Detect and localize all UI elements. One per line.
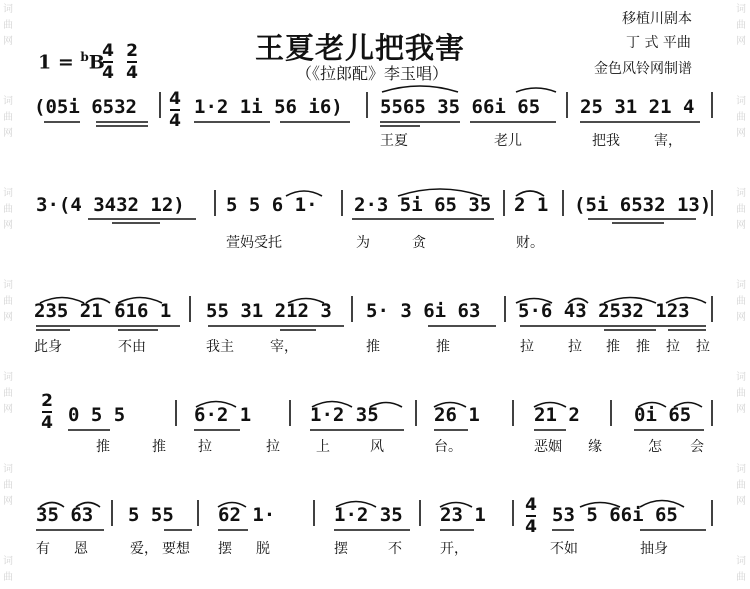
watermark-char: 词 — [3, 372, 13, 383]
notes-line-4-m3: 1·2 35 — [310, 404, 379, 426]
lyric: 宰， — [270, 339, 298, 355]
watermark-char: 词 — [3, 556, 13, 567]
watermark-char: 曲 — [736, 204, 746, 215]
lyric: 上 — [316, 439, 330, 455]
lyric: 风 — [370, 439, 384, 455]
watermark-char: 词 — [3, 188, 13, 199]
watermark-char: 网 — [736, 312, 746, 323]
notes-line-1-m4: 25 31 21 4 — [580, 96, 695, 118]
inline-time-signature — [524, 496, 538, 536]
lyric: 推 — [366, 339, 380, 355]
watermark-char: 词 — [736, 188, 746, 199]
inline-time-signature — [40, 392, 54, 432]
lyric: 推 — [152, 439, 166, 455]
time-top: 4 — [169, 89, 181, 109]
watermark-char: 曲 — [736, 480, 746, 491]
lyric: 开， — [440, 541, 468, 557]
watermark-char: 词 — [736, 372, 746, 383]
watermark-char: 词 — [736, 280, 746, 291]
credit-composer: 丁 式 平曲 — [626, 35, 691, 51]
time-bottom: 4 — [102, 63, 114, 83]
time-top: 4 — [525, 495, 537, 515]
notes-line-5-m5: 23 1 — [440, 504, 486, 526]
time-bottom: 4 — [126, 63, 138, 83]
watermark-char: 词 — [3, 464, 13, 475]
notes-line-1-m2: 1·2 1i 56 i6) — [194, 96, 343, 118]
time-top: 2 — [41, 391, 53, 411]
lyric: 老儿 — [494, 133, 522, 149]
notes-line-3-m1: 235 21 616 1 — [34, 300, 172, 322]
lyric: 恶姻 — [534, 439, 562, 455]
lyric: 缘 — [588, 439, 602, 455]
lyric: 王夏 — [380, 133, 408, 149]
watermark-char: 网 — [3, 404, 13, 415]
watermark-char: 网 — [736, 220, 746, 231]
lyric: 脱 — [256, 541, 270, 557]
notes-line-5-m1: 35 63 — [36, 504, 94, 526]
time-bottom: 4 — [525, 517, 537, 537]
watermark-char: 词 — [736, 96, 746, 107]
lyric: 不由 — [118, 339, 146, 355]
watermark-char: 网 — [736, 496, 746, 507]
key-prefix: 1 = — [38, 51, 81, 74]
lyric: 会 — [690, 439, 704, 455]
watermark-char: 曲 — [3, 112, 13, 123]
lyric: 要想 — [162, 541, 190, 557]
lyric: 害， — [654, 133, 682, 149]
watermark-char: 曲 — [736, 296, 746, 307]
lyric: 台。 — [434, 439, 462, 455]
credit-source: 移植川剧本 — [622, 11, 692, 27]
watermark-char: 网 — [3, 128, 13, 139]
time-top: 2 — [126, 41, 138, 61]
time-bottom: 4 — [41, 413, 53, 433]
notes-line-2-m3: 2·3 5i 65 35 — [354, 194, 492, 216]
notes-line-5-m2: 5 55 — [128, 504, 174, 526]
lyric: 拉 — [520, 339, 534, 355]
lyric: 摆 — [218, 541, 232, 557]
flat-sign: b — [80, 50, 89, 64]
lyric: 萱妈受托 — [226, 235, 282, 251]
notes-line-4-m4: 26 1 — [434, 404, 480, 426]
lyric: 推 — [636, 339, 650, 355]
watermark-char: 词 — [3, 4, 13, 15]
watermark-char: 词 — [736, 556, 746, 567]
lyric: 推 — [96, 439, 110, 455]
watermark-char: 曲 — [736, 388, 746, 399]
watermark-char: 词 — [736, 4, 746, 15]
watermark-char: 曲 — [736, 20, 746, 31]
lyric: 拉 — [198, 439, 212, 455]
notes-line-5-m3: 62 1· — [218, 504, 276, 526]
watermark-char: 网 — [3, 496, 13, 507]
lyric: 拉 — [696, 339, 710, 355]
notes-line-3-m2: 55 31 212 3 — [206, 300, 332, 322]
notes-line-2-m4: 2 1 — [514, 194, 549, 216]
lyric: 推 — [606, 339, 620, 355]
time-top: 4 — [102, 41, 114, 61]
watermark-char: 曲 — [3, 20, 13, 31]
lyric: 恩 — [74, 541, 88, 557]
watermark-char: 曲 — [3, 204, 13, 215]
watermark-char: 网 — [3, 312, 13, 323]
notes-line-5-m4: 1·2 35 — [334, 504, 403, 526]
notes-line-3-m3: 5· 3 6i 63 — [366, 300, 481, 322]
notes-line-4-m5: 21 2 — [534, 404, 580, 426]
notes-line-4-m6: 0i 65 — [634, 404, 692, 426]
lyric: 不 — [388, 541, 402, 557]
lyric: 我主 — [206, 339, 234, 355]
watermark-char: 网 — [736, 36, 746, 47]
lyric: 不如 — [550, 541, 578, 557]
notes-line-1-m3: 5565 35 66i 65 — [380, 96, 541, 118]
watermark-char: 词 — [736, 464, 746, 475]
watermark-char: 曲 — [3, 296, 13, 307]
watermark-char: 曲 — [736, 572, 746, 583]
lyric: 贪 — [412, 235, 426, 251]
notes-line-1-m1: (05i 6532 — [34, 96, 137, 118]
key-note: B — [88, 51, 105, 74]
lyric: 摆 — [334, 541, 348, 557]
lyric: 抽身 — [640, 541, 668, 557]
song-title: 王夏老儿把我害 — [255, 31, 466, 65]
notes-line-3-m4: 5·6 43 2532 123 — [518, 300, 690, 322]
watermark-char: 网 — [3, 220, 13, 231]
lyric: 怎 — [648, 439, 662, 455]
notes-line-4-m2: 6·2 1 — [194, 404, 252, 426]
time-bottom: 4 — [169, 111, 181, 131]
watermark-char: 曲 — [3, 572, 13, 583]
credit-transcriber: 金色风铃网制谱 — [594, 61, 692, 77]
lyric: 拉 — [666, 339, 680, 355]
lyric: 此身 — [34, 339, 62, 355]
watermark-char: 曲 — [3, 480, 13, 491]
lyric: 推 — [436, 339, 450, 355]
watermark-char: 曲 — [736, 112, 746, 123]
lyric: 拉 — [266, 439, 280, 455]
watermark-char: 网 — [736, 404, 746, 415]
lyric: 有 — [36, 541, 50, 557]
lyric: 为 — [356, 235, 370, 251]
lyric: 爱， — [130, 541, 158, 557]
inline-time-signature — [168, 90, 182, 130]
lyric: 财。 — [516, 235, 544, 251]
notes-line-2-m2: 5 5 6 1· — [226, 194, 318, 216]
watermark-char: 网 — [736, 128, 746, 139]
watermark-char: 曲 — [3, 388, 13, 399]
watermark-char: 词 — [3, 280, 13, 291]
notes-line-2-m1: 3·(4 3432 12) — [36, 194, 185, 216]
notes-line-4-m1: 0 5 5 — [68, 404, 126, 426]
lyric: 拉 — [568, 339, 582, 355]
notes-line-2-m5: (5i 6532 13) — [574, 194, 712, 216]
watermark-char: 词 — [3, 96, 13, 107]
song-subtitle: （《拉郎配》李玉唱） — [296, 64, 449, 83]
notes-line-5-m6: 53 5 66i 65 — [552, 504, 678, 526]
lyric: 把我 — [592, 133, 620, 149]
watermark-char: 网 — [3, 36, 13, 47]
